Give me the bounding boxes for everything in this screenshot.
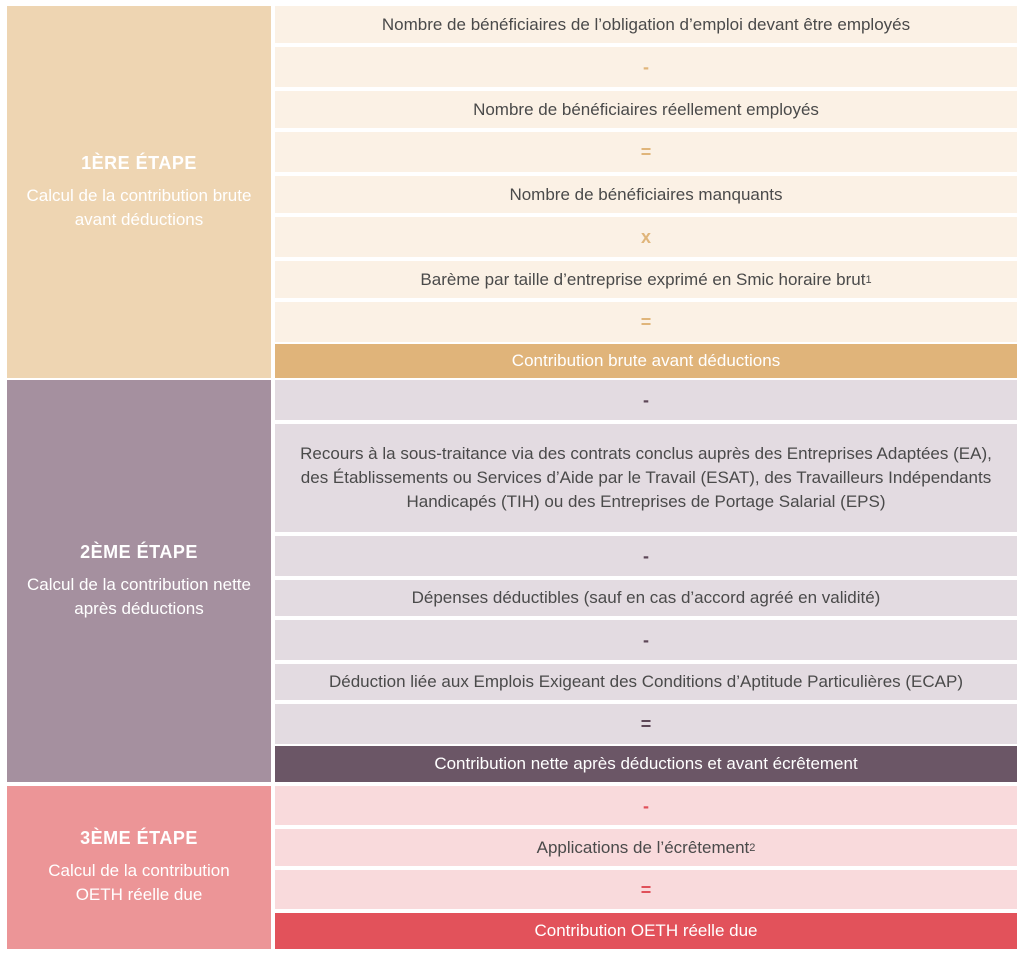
stage-1-result: Contribution brute avant déductions: [275, 344, 1017, 378]
stage-3-rows: [275, 786, 1017, 949]
stage-3-title: 3ÈME ÉTAPE: [80, 828, 198, 848]
stage-2-section: [0, 380, 1024, 782]
stage-2-description: Calcul de la contribution nette après déductions: [27, 574, 251, 618]
stage-3-section: [0, 786, 1024, 949]
minus-operator: -: [275, 380, 1017, 420]
stage-2-rows: [275, 380, 1017, 782]
stage-3-header: [7, 786, 271, 949]
equals-operator: =: [275, 704, 1017, 744]
stage-1-row-required-beneficiaries: Nombre de bénéficiaires de l’obligation d’emploi devant être employés: [275, 6, 1017, 43]
equals-operator: =: [275, 870, 1017, 909]
stage-2-result: Contribution nette après déductions et avant écrêtement: [275, 746, 1017, 782]
multiply-operator: x: [275, 217, 1017, 257]
stage-3-result: Contribution OETH réelle due: [275, 913, 1017, 949]
stage-2-row-ecap-deduction: Déduction liée aux Emplois Exigeant des Conditions d’Aptitude Particulières (ECAP): [275, 664, 1017, 700]
stage-2-row-deductible-expenses: Dépenses déductibles (sauf en cas d’accord agréé en validité): [275, 580, 1017, 616]
scale-text: Barème par taille d’entreprise exprimé en Smic horaire brut: [420, 269, 866, 289]
stage-1-section: [0, 6, 1024, 378]
minus-operator: -: [275, 786, 1017, 825]
stage-1-row-scale: Barème par taille d’entreprise exprimé en Smic horaire brut 1: [275, 261, 1017, 298]
stage-1-rows: [275, 6, 1017, 378]
stage-1-description: Calcul de la contribution brute avant déductions: [26, 185, 252, 229]
stage-3-description: Calcul de la contribution OETH réelle due: [48, 861, 230, 904]
stage-2-title: 2ÈME ÉTAPE: [80, 541, 198, 562]
stage-1-header: [7, 6, 271, 378]
minus-operator: -: [275, 536, 1017, 576]
minus-operator: -: [275, 620, 1017, 660]
stage-1-title: 1ÈRE ÉTAPE: [81, 152, 197, 173]
equals-operator: =: [275, 302, 1017, 342]
equals-operator: =: [275, 132, 1017, 172]
stage-2-header: [7, 380, 271, 782]
stage-1-row-missing-beneficiaries: Nombre de bénéficiaires manquants: [275, 176, 1017, 213]
stage-1-row-employed-beneficiaries: Nombre de bénéficiaires réellement employés: [275, 91, 1017, 128]
capping-text: Applications de l’écrêtement: [536, 837, 750, 857]
stage-2-row-subcontracting: Recours à la sous-traitance via des contrats conclus auprès des Entreprises Adaptées (EA), des Établissements ou Services d’Aide par le Travail (ESAT), des Travailleurs Indépendants Handicapés (TIH) ou des Entreprises de Portage Salarial (EPS): [275, 424, 1017, 532]
minus-operator: -: [275, 47, 1017, 87]
stage-3-row-capping: Applications de l’écrêtement 2: [275, 829, 1017, 866]
